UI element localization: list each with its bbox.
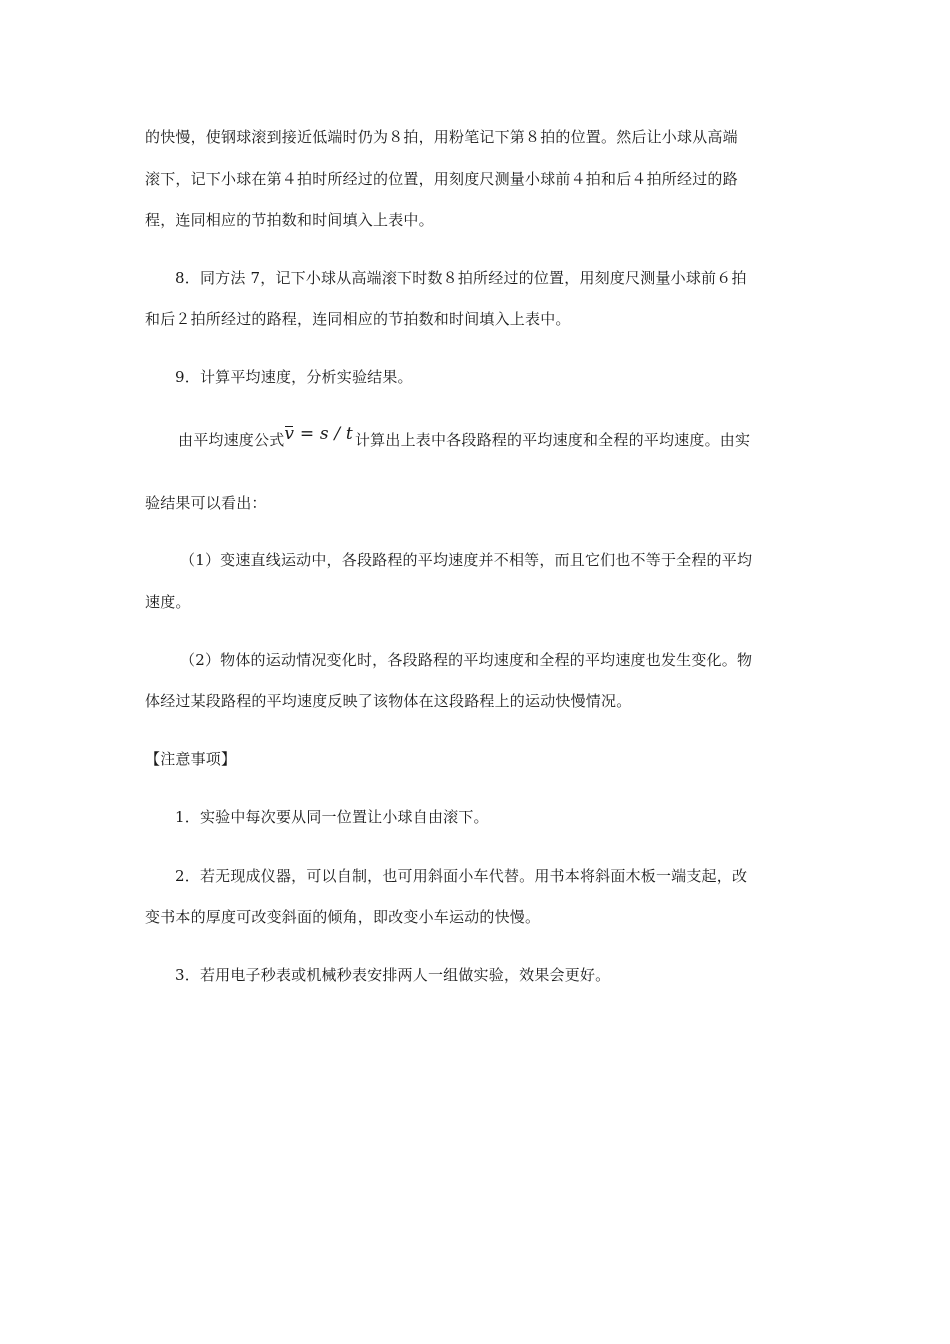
formula-intro-text: 由平均速度公式 bbox=[178, 431, 285, 449]
note-2-line-1: 2．若无现成仪器，可以自制，也可用斜面小车代替。用书本将斜面木板一端支起，改 bbox=[175, 867, 748, 885]
formula-rest: = s / t bbox=[294, 424, 353, 444]
step-8-line-2: 和后２拍所经过的路程，连同相应的节拍数和时间填入上表中。 bbox=[145, 310, 571, 328]
paragraph-line-1: 的快慢，使钢球滚到接近低端时仍为８拍，用粉笔记下第８拍的位置。然后让小球从高端 bbox=[145, 128, 738, 146]
average-velocity-formula bbox=[284, 424, 353, 444]
conclusion-2-line-2: 体经过某段路程的平均速度反映了该物体在这段路程上的运动快慢情况。 bbox=[145, 692, 632, 710]
note-2-line-2: 变书本的厚度可改变斜面的倾角，即改变小车运动的快慢。 bbox=[145, 908, 541, 926]
note-1: 1．实验中每次要从同一位置让小球自由滚下。 bbox=[175, 808, 489, 826]
paragraph-line-2: 滚下，记下小球在第４拍时所经过的位置，用刻度尺测量小球前４拍和后４拍所经过的路 bbox=[145, 170, 738, 188]
conclusion-2-line-1: （2）物体的运动情况变化时，各段路程的平均速度和全程的平均速度也发生变化。物 bbox=[180, 651, 753, 669]
conclusion-1-line-2: 速度。 bbox=[145, 593, 191, 611]
formula-follow-text: 计算出上表中各段路程的平均速度和全程的平均速度。由实 bbox=[354, 431, 751, 449]
formula-line bbox=[178, 424, 751, 450]
step-8-line-1: 8．同方法 7，记下小球从高端滚下时数８拍所经过的位置，用刻度尺测量小球前６拍 bbox=[175, 269, 747, 287]
note-3: 3．若用电子秒表或机械秒表安排两人一组做实验，效果会更好。 bbox=[175, 966, 611, 984]
step-9-heading: 9．计算平均速度，分析实验结果。 bbox=[175, 368, 413, 386]
conclusion-1-line-1: （1）变速直线运动中，各段路程的平均速度并不相等，而且它们也不等于全程的平均 bbox=[180, 551, 753, 569]
formula-v-bar: v bbox=[284, 424, 295, 444]
paragraph-line-3: 程，连同相应的节拍数和时间填入上表中。 bbox=[145, 211, 434, 229]
notes-heading: 【注意事项】 bbox=[145, 750, 237, 768]
conclusion-intro: 验结果可以看出： bbox=[145, 494, 267, 512]
